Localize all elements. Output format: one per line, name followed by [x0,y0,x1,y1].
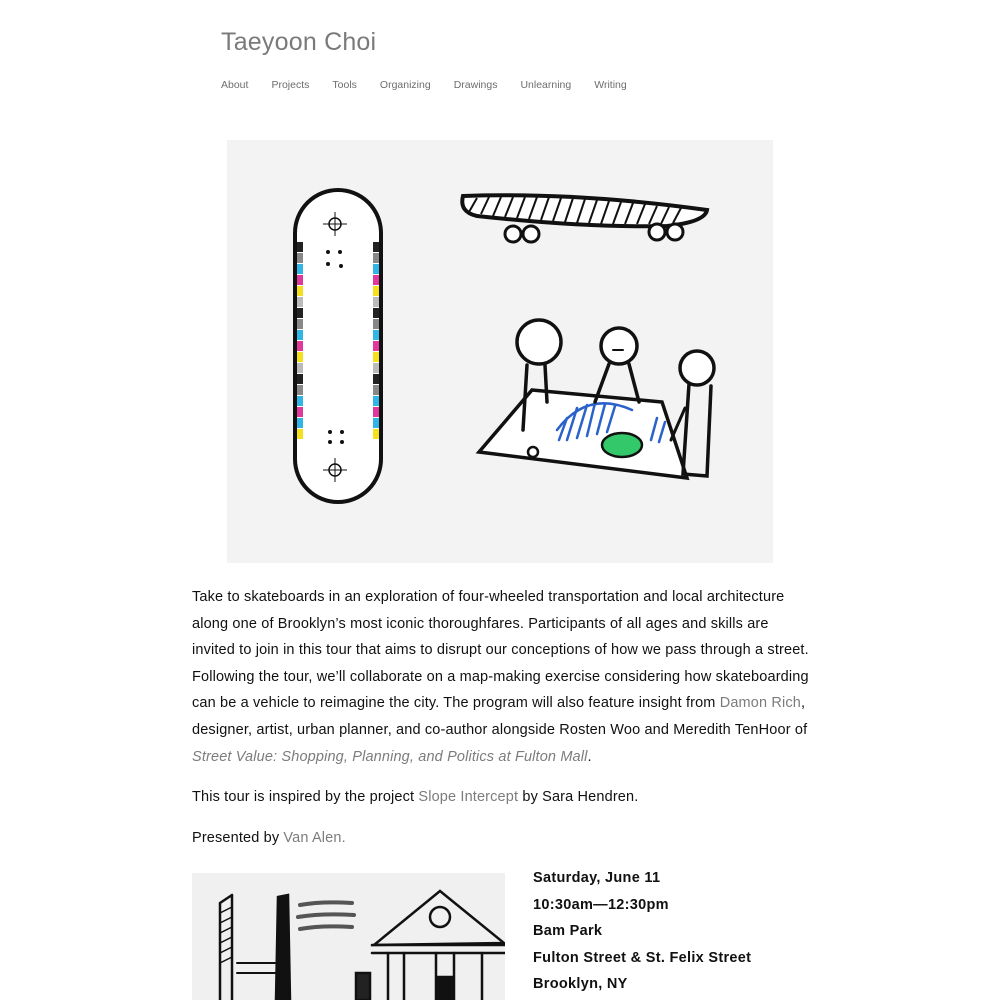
architecture-sketch [192,873,505,1000]
main-nav [221,79,650,91]
paragraph-text: Take to skateboards in an exploration of four-wheeled transportation and local architecture along one of Brooklyn’s most iconic thoroughfares. Participants of all ages and skills are invited to join in this tour that aims to disrupt our conceptions of how we pass through a street. Following the tour, we’ll collaborate on a map-making exercise considering how skateboarding can be a vehicle to reimagine the city. The program will also feature insight from [192,589,809,712]
event-details [533,865,751,998]
event-venue: Bam Park [533,923,603,940]
event-time: 10:30am—12:30pm [533,896,669,913]
nav-about[interactable]: About [221,79,249,91]
event-address: Fulton Street & St. Felix Street [533,949,752,966]
skateboard-side-drawing [462,195,707,242]
link-damon-rich[interactable]: Damon Rich [719,695,801,712]
article-paragraph-2 [192,784,812,811]
paragraph-text: Presented by [192,829,284,846]
paragraph-text: , designer, artist, urban planner, and co-author alongside Rosten Woo and Meredith TenHoor of [192,695,808,738]
nav-unlearning[interactable]: Unlearning [520,79,572,91]
nav-drawings[interactable]: Drawings [453,79,498,91]
people-map-drawing [479,320,714,478]
article-paragraph-1 [192,584,812,770]
link-van-alen[interactable]: Van Alen. [283,829,346,846]
paragraph-text: This tour is inspired by the project [192,789,419,806]
article-paragraph-3 [192,825,812,852]
paragraph-text: . [587,748,592,765]
skateboard-deck-drawing [295,190,381,502]
nav-tools[interactable]: Tools [332,79,357,91]
event-date: Saturday, June 11 [533,870,661,886]
paragraph-text: by Sara Hendren. [518,789,639,806]
event-city: Brooklyn, NY [533,976,628,993]
nav-organizing[interactable]: Organizing [379,79,431,91]
site-title[interactable]: Taeyoon Choi [221,28,377,56]
nav-writing[interactable]: Writing [594,79,627,91]
link-slope-intercept[interactable]: Slope Intercept [418,789,519,806]
hero-illustration [227,140,773,563]
nav-projects[interactable]: Projects [271,79,310,91]
link-street-value[interactable]: Street Value: Shopping, Planning, and Politics at Fulton Mall [192,748,588,765]
article-body [192,584,812,865]
